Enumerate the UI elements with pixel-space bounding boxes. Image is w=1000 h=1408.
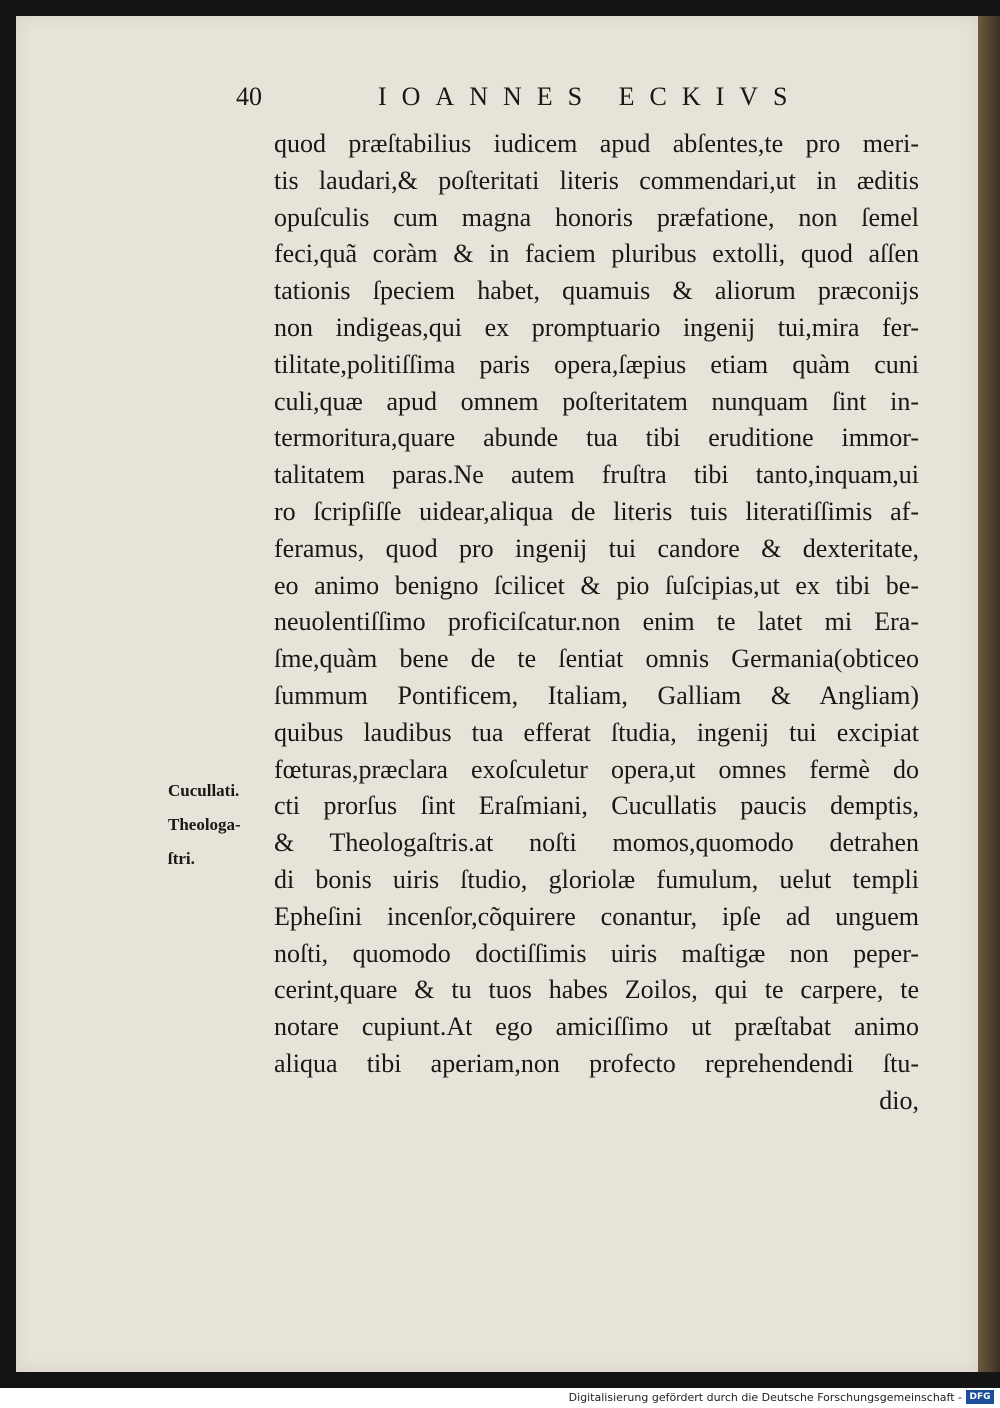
text-line: cerint,quare & tu tuos habes Zoilos, qui te carpere, te: [274, 975, 919, 1005]
footer-bar: [0, 1388, 1000, 1408]
text-line: talitatem paras.Ne autem fruſtra tibi tanto,inquam,ui: [274, 460, 919, 490]
text-line: culi,quæ apud omnem poſteritatem nunquam ſint in-: [274, 386, 919, 416]
marginal-notes: [168, 774, 268, 876]
margin-note: Cucullati.: [168, 781, 240, 800]
text-line: neuolentiſſimo proficiſcatur.non enim te latet mi Era-: [274, 607, 919, 637]
running-head: [236, 80, 856, 120]
text-line: ſummum Pontificem, Italiam, Galliam & Angliam): [274, 680, 919, 710]
text-line: feci,quã coràm & in faciem pluribus extolli, quod aſſen: [274, 239, 919, 269]
text-line: tilitate,politiſſima paris opera,ſæpius etiam quàm cuni: [274, 349, 919, 379]
text-line: noſti, quomodo doctiſſimis uiris maſtigæ non peper-: [274, 938, 919, 968]
text-line: quibus laudibus tua efferat ſtudia, ingenij tui excipiat: [274, 717, 919, 747]
text-line: quod præſtabilius iudicem apud abſentes,te pro meri-: [274, 129, 919, 158]
page-number: 40: [236, 82, 262, 111]
margin-note: ſtri.: [168, 849, 195, 868]
text-line: tationis ſpeciem habet, quamuis & aliorum præconijs: [274, 276, 919, 306]
book-edge: [978, 16, 1000, 1372]
text-line: termoritura,quare abunde tua tibi eruditione immor-: [274, 423, 919, 453]
text-line: tis laudari,& poſteritati literis commendari,ut in æditis: [274, 165, 919, 195]
running-title: IOANNES ECKIVS: [378, 82, 803, 111]
text-line: notare cupiunt.At ego amiciſſimo ut præſtabat animo: [274, 1012, 919, 1042]
margin-note: Theologa-: [168, 815, 241, 834]
text-line: aliqua tibi aperiam,non profecto reprehendendi ſtu-: [274, 1048, 919, 1078]
text-line: eo animo benigno ſcilicet & pio ſuſcipias,ut ex tibi be-: [274, 570, 919, 600]
text-line: Epheſini incenſor,cõquirere conantur, ipſe ad unguem: [274, 901, 919, 931]
text-line: opuſculis cum magna honoris præfatione, non ſemel: [274, 202, 919, 232]
body-text: [274, 126, 919, 1120]
text-line: fœturas,præclara exoſculetur opera,ut omnes fermè do: [274, 754, 919, 784]
text-line: cti prorſus ſint Eraſmiani, Cucullatis paucis demptis,: [274, 791, 919, 821]
text-line: di bonis uiris ſtudio, gloriolæ fumulum, uelut templi: [274, 864, 919, 894]
text-line: dio,: [879, 1085, 919, 1115]
text-line: feramus, quod pro ingenij tui candore & dexteritate,: [274, 533, 919, 563]
text-line: ſme,quàm bene de te ſentiat omnis Germania(obticeo: [274, 644, 919, 674]
text-line: ro ſcripſiſſe uidear,aliqua de literis tuis literatiſſimis af-: [274, 496, 919, 526]
text-line: & Theologaſtris.at noſti momos,quomodo detrahen: [274, 828, 919, 858]
text-line: non indigeas,qui ex promptuario ingenij tui,mira fer-: [274, 312, 919, 342]
dfg-logo: DFG: [966, 1390, 994, 1404]
footer-credit: Digitalisierung gefördert durch die Deutsche Forschungsgemeinschaft -: [568, 1391, 962, 1404]
